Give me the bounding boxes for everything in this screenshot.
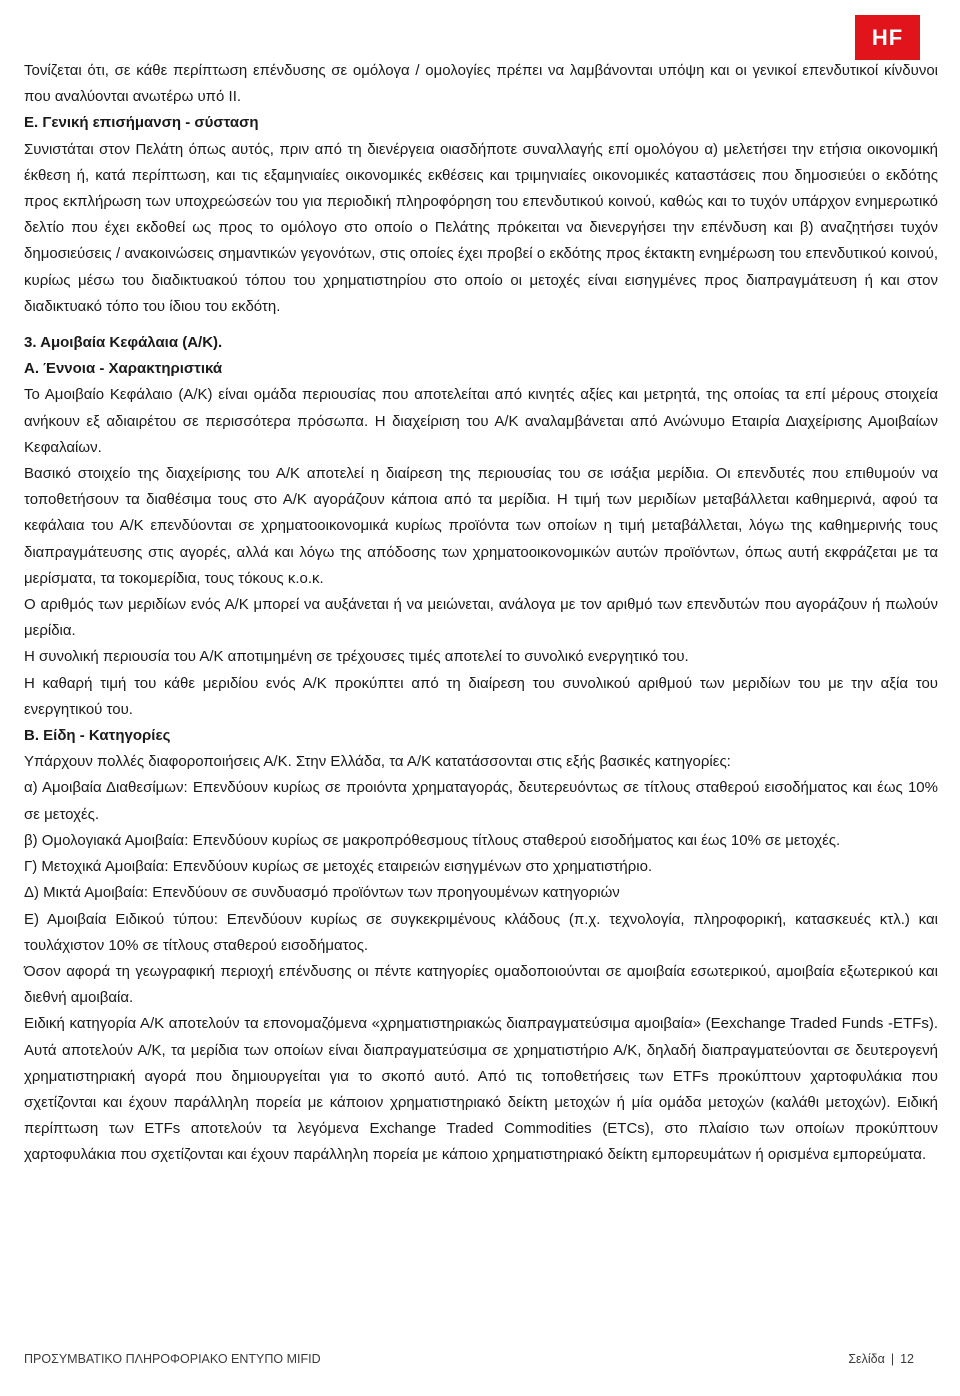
paragraph: Η καθαρή τιμή του κάθε μεριδίου ενός Α/Κ προκύπτει από τη διαίρεση του συνολικού αριθμού των μεριδίων του με την αξία του ενεργητικού του. <box>24 674 938 718</box>
footer-document-title: ΠΡΟΣΥΜΒΑΤΙΚΟ ΠΛΗΡΟΦΟΡΙΑΚΟ ΕΝΤΥΠΟ MIFID <box>24 1352 321 1366</box>
paragraph: Υπάρχουν πολλές διαφοροποιήσεις Α/Κ. Στην Ελλάδα, τα Α/Κ κατατάσσονται στις εξής βασικές κατηγορίες: <box>24 753 731 771</box>
document-body <box>24 58 938 1169</box>
section-heading: Β. Είδη - Κατηγορίες <box>24 727 171 745</box>
paragraph: Τονίζεται ότι, σε κάθε περίπτωση επένδυσης σε ομόλογα / ομολογίες πρέπει να λαμβάνονται υπόψη και οι γενικοί επενδυτικοί κίνδυνοι που αναλύονται ανωτέρω υπό ΙΙ. <box>24 62 938 106</box>
section-heading: 3. Αμοιβαία Κεφάλαια (Α/Κ). <box>24 334 223 352</box>
paragraph: Ε) Αμοιβαία Ειδικού τύπου: Επενδύουν κυρίως σε συγκεκριμένους κλάδους (π.χ. τεχνολογία, πληροφορική, κατασκευές κτλ.) και τουλάχιστον 10% σε τίτλους σταθερού εισοδήματος. <box>24 910 938 954</box>
paragraph: Ο αριθμός των μεριδίων ενός Α/Κ μπορεί να αυξάνεται ή να μειώνεται, ανάλογα με τον αριθμό των επενδυτών που αγοράζουν ή πωλούν μερίδια. <box>24 596 938 640</box>
paragraph-gap <box>24 320 938 330</box>
hf-logo: HF <box>855 15 920 60</box>
page-indicator <box>848 1352 914 1366</box>
paragraph: Ειδική κατηγορία Α/Κ αποτελούν τα επονομαζόμενα «χρηματιστηριακώς διαπραγματεύσιμα αμοιβαία» (Eexchange Traded Funds -ETFs). Αυτά αποτελούν Α/Κ, τα μερίδια των οποίων είναι διαπραγματεύσιμα σε χρηματιστήριο Α/Κ, δηλαδή διαπραγματεύονται σε δευτερογενή χρηματιστηριακή αγορά που δημιουργείται για το σκοπό αυτό. Από τις τοποθετήσεις των ETFs προκύπτουν χαρτοφυλάκια που σχετίζονται και έχουν παράλληλη πορεία με κάποιον χρηματιστηριακό δείκτη μετοχών ή μία ομάδα μετοχών (καλάθι μετοχών). Ειδική περίπτωση των ETFs αποτελούν τα λεγόμενα Exchange Traded Commodities (ETCs), στο πλαίσιο των οποίων προκύπτουν χαρτοφυλάκια που σχετίζονται και έχουν παράλληλη πορεία με κάποιο χρηματιστηριακό δείκτη εμπορευμάτων ή ορισμένα εμπορεύματα. <box>24 1015 938 1164</box>
paragraph: β) Ομολογιακά Αμοιβαία: Επενδύουν κυρίως σε μακροπρόθεσμους τίτλους σταθερού εισοδήματος και έως 10% σε μετοχές. <box>24 831 841 849</box>
paragraph: Δ) Μικτά Αμοιβαία: Επενδύουν σε συνδυασμό προϊόντων των προηγουμένων κατηγοριών <box>24 884 620 902</box>
section-heading: Ε. Γενική επισήμανση - σύσταση <box>24 114 259 132</box>
paragraph: Βασικό στοιχείο της διαχείρισης του Α/Κ αποτελεί η διαίρεση της περιουσίας του σε ισάξια μερίδια. Οι επενδυτές που επιθυμούν να τοποθετήσουν τα διαθέσιμα τους στο Α/Κ αγοράζουν κάποια από τα μερίδια. Η τιμή των μεριδίων μεταβάλλεται καθημερινά, αφού τα κεφάλαια του Α/Κ επενδύονται σε χρηματοοικονομικά κυρίως προϊόντα των οποίων η τιμή μεταβάλλεται, λόγω της καθημερινής τους διαπραγμάτευσης στις αγορές, αλλά και λόγω της απόδοσης των χρηματοοικονομικών αυτών προϊόντων, όπως αυτή εκφράζεται με τα μερίσματα, τα τοκομερίδια, τους τόκους κ.ο.κ. <box>24 465 938 587</box>
section-heading: Α. Έννοια - Χαρακτηριστικά <box>24 360 223 378</box>
page-number: 12 <box>900 1352 914 1366</box>
paragraph: Γ) Μετοχικά Αμοιβαία: Επενδύουν κυρίως σε μετοχές εταιρειών εισηγμένων στο χρηματιστήριο. <box>24 858 653 876</box>
paragraph: Η συνολική περιουσία του Α/Κ αποτιμημένη σε τρέχουσες τιμές αποτελεί το συνολικό ενεργητικό του. <box>24 648 689 666</box>
paragraph: Το Αμοιβαίο Κεφάλαιο (Α/Κ) είναι ομάδα περιουσίας που αποτελείται από κινητές αξίες και μετρητά, της οποίας τα επί μέρους στοιχεία ανήκουν εξ αδιαιρέτου σε περισσότερα πρόσωπα. Η διαχείριση του Α/Κ αναλαμβάνεται από Ανώνυμο Εταιρία Διαχείρισης Αμοιβαίων Κεφαλαίων. <box>24 386 938 456</box>
paragraph: Όσον αφορά τη γεωγραφική περιοχή επένδυσης οι πέντε κατηγορίες ομαδοποιούνται σε αμοιβαία εσωτερικού, αμοιβαία εξωτερικού και διεθνή αμοιβαία. <box>24 962 938 1007</box>
paragraph: Συνιστάται στον Πελάτη όπως αυτός, πριν από τη διενέργεια οιασδήποτε συναλλαγής επί ομολόγου α) μελετήσει την ετήσια οικονομική έκθεση ή, κατά περίπτωση, και τις εξαμηνιαίες οικονομικές εκθέσεις και τριμηνιαίες οικονομικές καταστάσεις που δημοσιεύει ο εκδότης προς εκπλήρωση των υποχρεώσεών του για περιοδική πληροφόρηση του επενδυτικού κοινού, καθώς και το τυχόν υπάρχον ενημερωτικό δελτίο που έχει εκδοθεί ως προς το ομόλογο στο οποίο ο Πελάτης πρόκειται να διενεργήσει την επένδυση και β) αναζητήσει τυχόν δημοσιεύσεις / ανακοινώσεις σημαντικών γεγονότων, στις οποίες έχει προβεί ο εκδότης προς έκτακτη ενημέρωση του επενδυτικού κοινού, κυρίως μέσω του διαδικτυακού τόπου του χρηματιστηρίου στο οποίο οι μετοχές είναι εισηγμένες προς διαπραγμάτευση ή και στον διαδικτυακό τόπο του ίδιου του εκδότη. <box>24 140 938 315</box>
page-footer <box>24 1352 914 1366</box>
page-separator: | <box>890 1352 895 1366</box>
paragraph: α) Αμοιβαία Διαθεσίμων: Επενδύουν κυρίως σε προιόντα χρηματαγοράς, δευτερευόντως σε τίτλους σταθερού εισοδήματος και έως 10% σε μετοχές. <box>24 779 938 823</box>
page-label: Σελίδα <box>848 1352 885 1366</box>
